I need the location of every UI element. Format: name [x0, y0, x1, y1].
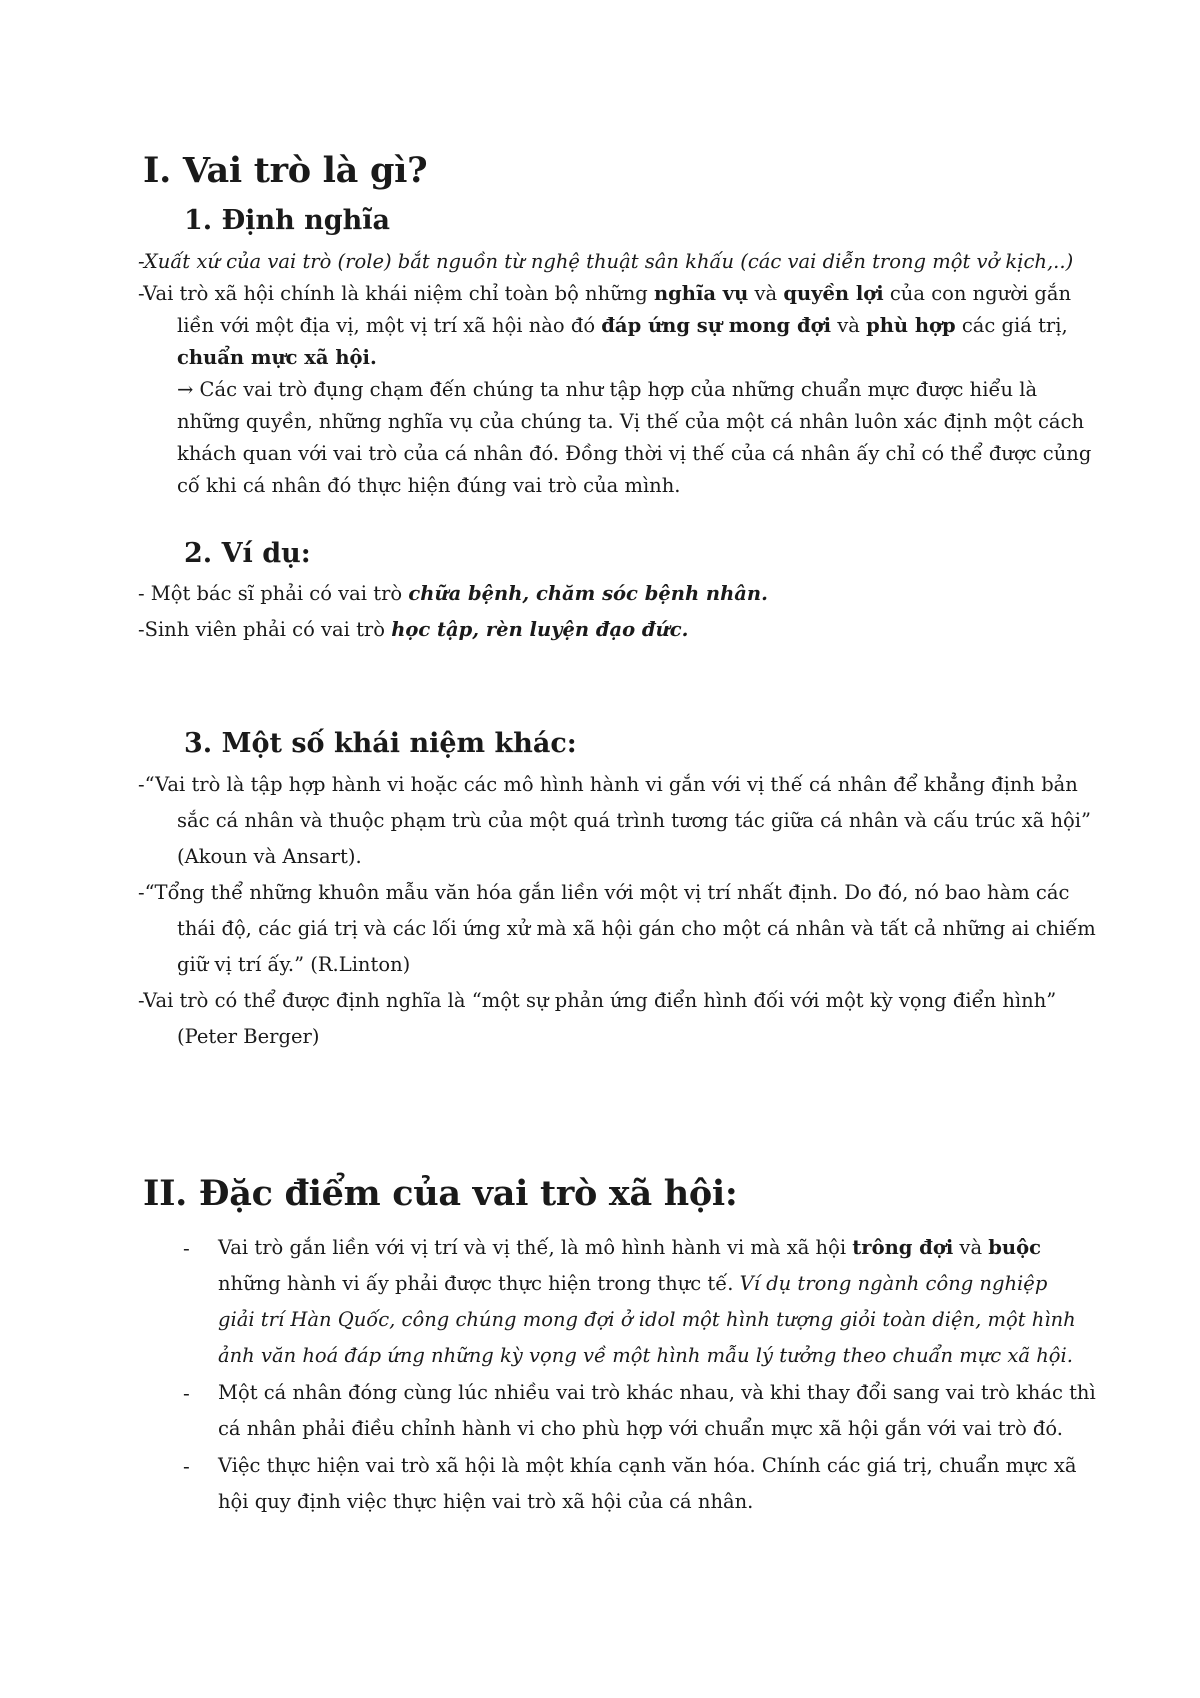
bullet-3-marker: - — [183, 1454, 190, 1478]
definition-line-1 — [138, 278, 1071, 310]
quote-2-line-1: -“Tổng thể những khuôn mẫu văn hóa gắn liền với một vị trí nhất định. Do đó, nó bao hàm các — [138, 881, 1070, 904]
definition-line-3: chuẩn mực xã hội. — [177, 346, 377, 369]
text-run: -Vai trò xã hội chính là khái niệm chỉ toàn bộ những — [138, 282, 654, 305]
text-run: Vai trò gắn liền với vị trí và vị thế, là mô hình hành vi mà xã hội — [218, 1236, 853, 1259]
quote-3-line-1: -Vai trò có thể được định nghĩa là “một sự phản ứng điển hình đối với một kỳ vọng điển hình” — [138, 989, 1057, 1012]
bullet-1-marker: - — [183, 1236, 190, 1260]
italic-example-start: Ví dụ trong ngành công nghiệp — [739, 1272, 1048, 1295]
bullet-1-line-1 — [218, 1232, 1041, 1264]
bullet-3-line-2: hội quy định việc thực hiện vai trò xã hội của cá nhân. — [218, 1490, 754, 1513]
quote-1-line-3: (Akoun và Ansart). — [177, 845, 362, 868]
subsection-2-heading: 2. Ví dụ: — [184, 538, 311, 569]
bullet-1-line-4: ảnh văn hoá đáp ứng những kỳ vọng về một hình mẫu lý tưởng theo chuẩn mực xã hội. — [218, 1344, 1073, 1367]
bold-term-obligation: nghĩa vụ — [653, 282, 749, 305]
text-run: liền với một địa vị, một vị trí xã hội nào đó — [177, 314, 602, 337]
bullet-1-line-2 — [218, 1268, 1047, 1300]
text-run: những hành vi ấy phải được thực hiện trong thực tế. — [218, 1272, 740, 1295]
arrow-paragraph-line-3: khách quan với vai trò của cá nhân đó. Đồng thời vị thế của cá nhân ấy chỉ có thể được củng — [177, 442, 1092, 465]
text-run: các giá trị, — [955, 314, 1068, 337]
subsection-1-heading: 1. Định nghĩa — [184, 205, 390, 236]
text-run: - Một bác sĩ phải có vai trò — [138, 582, 409, 605]
quote-1-line-1: -“Vai trò là tập hợp hành vi hoặc các mô hình hành vi gắn với vị thế cá nhân để khẳng định bản — [138, 773, 1078, 796]
bullet-3-line-1: Việc thực hiện vai trò xã hội là một khía cạnh văn hóa. Chính các giá trị, chuẩn mực xã — [218, 1454, 1077, 1477]
text-run: của con người gắn — [883, 282, 1072, 305]
example-1-emphasis: chữa bệnh, chăm sóc bệnh nhân. — [408, 582, 768, 605]
quote-3-line-2: (Peter Berger) — [177, 1025, 320, 1048]
example-2 — [138, 614, 688, 646]
bold-term-rights: quyền lợi — [783, 282, 884, 305]
section-2-heading: II. Đặc điểm của vai trò xã hội: — [143, 1173, 738, 1214]
bold-term-expect: trông đợi — [852, 1236, 954, 1259]
quote-2-line-3: giữ vị trí ấy.” (R.Linton) — [177, 953, 411, 976]
definition-line-2 — [177, 310, 1068, 342]
bullet-2-line-2: cá nhân phải điều chỉnh hành vi cho phù hợp với chuẩn mực xã hội gắn với vai trò đó. — [218, 1417, 1063, 1440]
bold-term-require: buộc — [988, 1236, 1041, 1259]
arrow-paragraph-line-1: → Các vai trò đụng chạm đến chúng ta như tập hợp của những chuẩn mực được hiểu là — [177, 378, 1038, 401]
text-run: và — [953, 1236, 989, 1259]
section-1-heading: I. Vai trò là gì? — [143, 150, 428, 191]
text-run: -Sinh viên phải có vai trò — [138, 618, 392, 641]
quote-1-line-2: sắc cá nhân và thuộc phạm trù của một quá trình tương tác giữa cá nhân và cấu trúc xã hội” — [177, 809, 1092, 832]
bullet-2-marker: - — [183, 1381, 190, 1405]
arrow-paragraph-line-2: những quyền, những nghĩa vụ của chúng ta. Vị thế của một cá nhân luôn xác định một cách — [177, 410, 1085, 433]
text-run: và — [748, 282, 784, 305]
subsection-3-heading: 3. Một số khái niệm khác: — [184, 728, 577, 759]
bold-term-fit: phù hợp — [866, 314, 956, 337]
bold-term-expectation: đáp ứng sự mong đợi — [601, 314, 832, 337]
quote-2-line-2: thái độ, các giá trị và các lối ứng xử mà xã hội gán cho một cá nhân và tất cả những ai chiếm — [177, 917, 1096, 940]
bullet-2-line-1: Một cá nhân đóng cùng lúc nhiều vai trò khác nhau, và khi thay đổi sang vai trò khác thì — [218, 1381, 1096, 1404]
arrow-paragraph-line-4: cố khi cá nhân đó thực hiện đúng vai trò của mình. — [177, 474, 681, 497]
example-1 — [138, 578, 768, 610]
bullet-1-line-3: giải trí Hàn Quốc, công chúng mong đợi ở idol một hình tượng giỏi toàn diện, một hình — [218, 1308, 1076, 1331]
example-2-emphasis: học tập, rèn luyện đạo đức. — [391, 618, 689, 641]
text-run: và — [831, 314, 867, 337]
origin-paragraph: -Xuất xứ của vai trò (role) bắt nguồn từ nghệ thuật sân khấu (các vai diễn trong một vở kịch,..) — [138, 250, 1074, 273]
